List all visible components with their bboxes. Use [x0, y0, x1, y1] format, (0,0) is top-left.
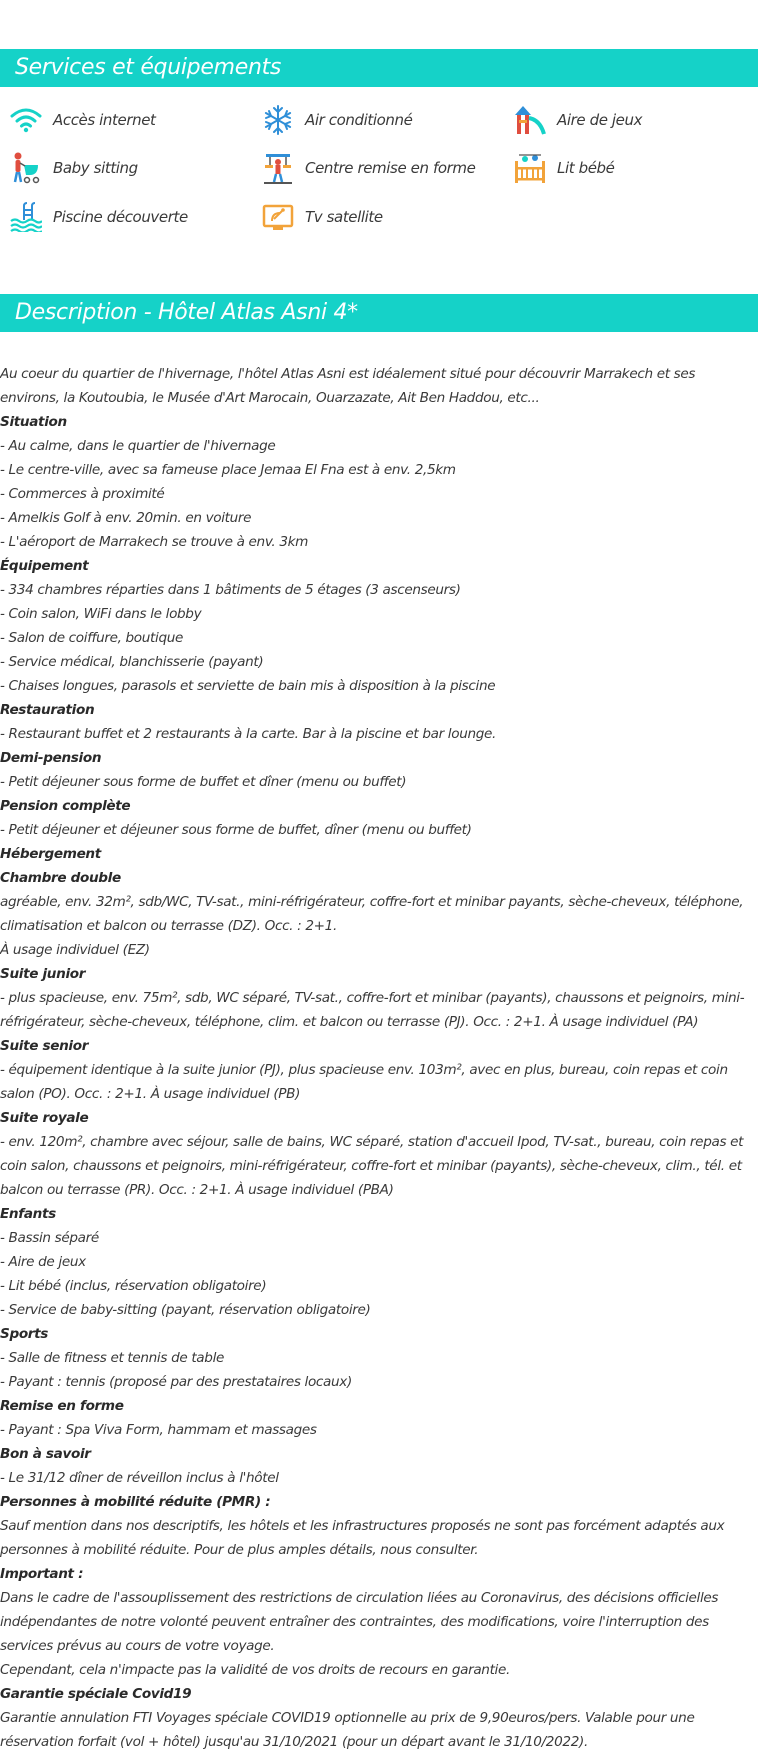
chambre-double-ez: À usage individuel (EZ) [0, 942, 150, 958]
heading-pension-complete: Pension complète [0, 798, 131, 814]
heading-equipement: Équipement [0, 558, 89, 574]
list-item: - Coin salon, WiFi dans le lobby [0, 606, 202, 622]
playground-icon [512, 102, 548, 138]
amenity-ac [252, 100, 412, 140]
heading-enfants: Enfants [0, 1206, 56, 1222]
fitness-icon [260, 150, 296, 186]
amenities-grid [0, 96, 758, 266]
garantie-covid-text: Garantie annulation FTI Voyages spéciale COVID19 optionnelle au prix de 9,90euros/pers. Valable pour une réservation forfait (vol + hôtel) jusqu'au 31/10/2021 (pour un départ avant le 31/10/2022). [0, 1710, 695, 1750]
amenity-label: Lit bébé [557, 159, 615, 177]
pmr-text: Sauf mention dans nos descriptifs, les hôtels et les infrastructures proposés ne sont pas forcément adaptés aux personnes à mobilité réduite. Pour de plus amples détails, nous consulter. [0, 1518, 725, 1558]
heading-sports: Sports [0, 1326, 49, 1342]
chambre-double-text: agréable, env. 32m², sdb/WC, TV-sat., mini-réfrigérateur, coffre-fort et minibar payants, sèche-cheveux, téléphone, climatisation et balcon ou terrasse (DZ). Occ. : 2+1. [0, 894, 744, 934]
heading-important: Important : [0, 1566, 84, 1582]
list-item: - Salle de fitness et tennis de table [0, 1350, 225, 1366]
pool-icon [8, 199, 44, 235]
important-text-2: Cependant, cela n'impacte pas la validité de vos droits de recours en garantie. [0, 1662, 510, 1678]
amenity-tv [252, 197, 383, 237]
amenity-playground [504, 100, 642, 140]
description-header: Description - Hôtel Atlas Asni 4* [0, 294, 758, 332]
heading-situation: Situation [0, 414, 67, 430]
remise-text: - Payant : Spa Viva Form, hammam et massages [0, 1422, 317, 1438]
bon-text: - Le 31/12 dîner de réveillon inclus à l'hôtel [0, 1470, 279, 1486]
heading-chambre-double: Chambre double [0, 870, 121, 886]
crib-icon [512, 150, 548, 186]
amenity-label: Tv satellite [305, 208, 383, 226]
list-item: - Payant : tennis (proposé par des prestataires locaux) [0, 1374, 352, 1390]
services-header: Services et équipements [0, 49, 758, 87]
heading-garantie-covid: Garantie spéciale Covid19 [0, 1686, 192, 1702]
amenity-label: Aire de jeux [557, 111, 643, 129]
amenity-babysitting [0, 148, 138, 188]
list-item: - Aire de jeux [0, 1254, 86, 1270]
amenity-label: Air conditionné [305, 111, 413, 129]
list-item: - Chaises longues, parasols et serviette de bain mis à disposition à la piscine [0, 678, 496, 694]
amenity-internet [0, 100, 156, 140]
list-item: - Bassin séparé [0, 1230, 99, 1246]
heading-restauration: Restauration [0, 702, 95, 718]
heading-pmr: Personnes à mobilité réduite (PMR) : [0, 1494, 271, 1510]
amenity-label: Centre remise en forme [305, 159, 476, 177]
pension-complete-text: - Petit déjeuner et déjeuner sous forme de buffet, dîner (menu ou buffet) [0, 822, 472, 838]
amenity-label: Baby sitting [53, 159, 138, 177]
amenity-fitness [252, 148, 475, 188]
heading-bon-a-savoir: Bon à savoir [0, 1446, 91, 1462]
amenity-label: Accès internet [53, 111, 156, 129]
snowflake-icon [260, 102, 296, 138]
amenity-pool [0, 197, 188, 237]
demi-pension-text: - Petit déjeuner sous forme de buffet et dîner (menu ou buffet) [0, 774, 407, 790]
list-item: - Service médical, blanchisserie (payant) [0, 654, 264, 670]
heading-demi-pension: Demi-pension [0, 750, 102, 766]
suite-junior-text: - plus spacieuse, env. 75m², sdb, WC séparé, TV-sat., coffre-fort et minibar (payants), chaussons et peignoirs, mini-réfrigérateur, sèche-cheveux, téléphone, clim. et balcon ou terrasse (PJ). Occ. : 2+1. À usage individuel (PA) [0, 990, 745, 1030]
list-item: - Commerces à proximité [0, 486, 165, 502]
heading-suite-junior: Suite junior [0, 966, 86, 982]
list-item: - Au calme, dans le quartier de l'hivernage [0, 438, 276, 454]
list-item: - 334 chambres réparties dans 1 bâtiments de 5 étages (3 ascenseurs) [0, 582, 461, 598]
list-item: - Le centre-ville, avec sa fameuse place Jemaa El Fna est à env. 2,5km [0, 462, 456, 478]
stroller-icon [8, 150, 44, 186]
list-item: - Service de baby-sitting (payant, réservation obligatoire) [0, 1302, 371, 1318]
heading-remise-en-forme: Remise en forme [0, 1398, 124, 1414]
hotel-description [0, 362, 758, 1754]
heading-hebergement: Hébergement [0, 846, 101, 862]
list-item: - Lit bébé (inclus, réservation obligatoire) [0, 1278, 267, 1294]
wifi-icon [8, 102, 44, 138]
restauration-text: - Restaurant buffet et 2 restaurants à la carte. Bar à la piscine et bar lounge. [0, 726, 496, 742]
heading-suite-senior: Suite senior [0, 1038, 89, 1054]
list-item: - Salon de coiffure, boutique [0, 630, 184, 646]
tv-icon [260, 199, 296, 235]
intro-text: Au coeur du quartier de l'hivernage, l'hôtel Atlas Asni est idéalement situé pour découvrir Marrakech et ses environs, la Koutoubia, le Musée d'Art Marocain, Ouarzazate, Ait Ben Haddou, etc... [0, 366, 696, 406]
list-item: - Amelkis Golf à env. 20min. en voiture [0, 510, 252, 526]
list-item: - L'aéroport de Marrakech se trouve à env. 3km [0, 534, 309, 550]
suite-senior-text: - équipement identique à la suite junior (PJ), plus spacieuse env. 103m², avec en plus, bureau, coin repas et coin salon (PO). Occ. : 2+1. À usage individuel (PB) [0, 1062, 728, 1102]
amenity-crib [504, 148, 614, 188]
suite-royale-text: - env. 120m², chambre avec séjour, salle de bains, WC séparé, station d'accueil Ipod, TV-sat., bureau, coin repas et coin salon, chaussons et peignoirs, mini-réfrigérateur, coffre-fort et minibar (payants), sèche-cheveux, clim., tél. et balcon ou terrasse (PR). Occ. : 2+1. À usage individuel (PBA) [0, 1134, 744, 1198]
important-text: Dans le cadre de l'assouplissement des restrictions de circulation liées au Coronavirus, des décisions officielles indépendantes de notre volonté peuvent entraîner des contraintes, des modifications, voire l'interruption des services prévus au cours de votre voyage. [0, 1590, 719, 1654]
amenity-label: Piscine découverte [53, 208, 188, 226]
heading-suite-royale: Suite royale [0, 1110, 89, 1126]
